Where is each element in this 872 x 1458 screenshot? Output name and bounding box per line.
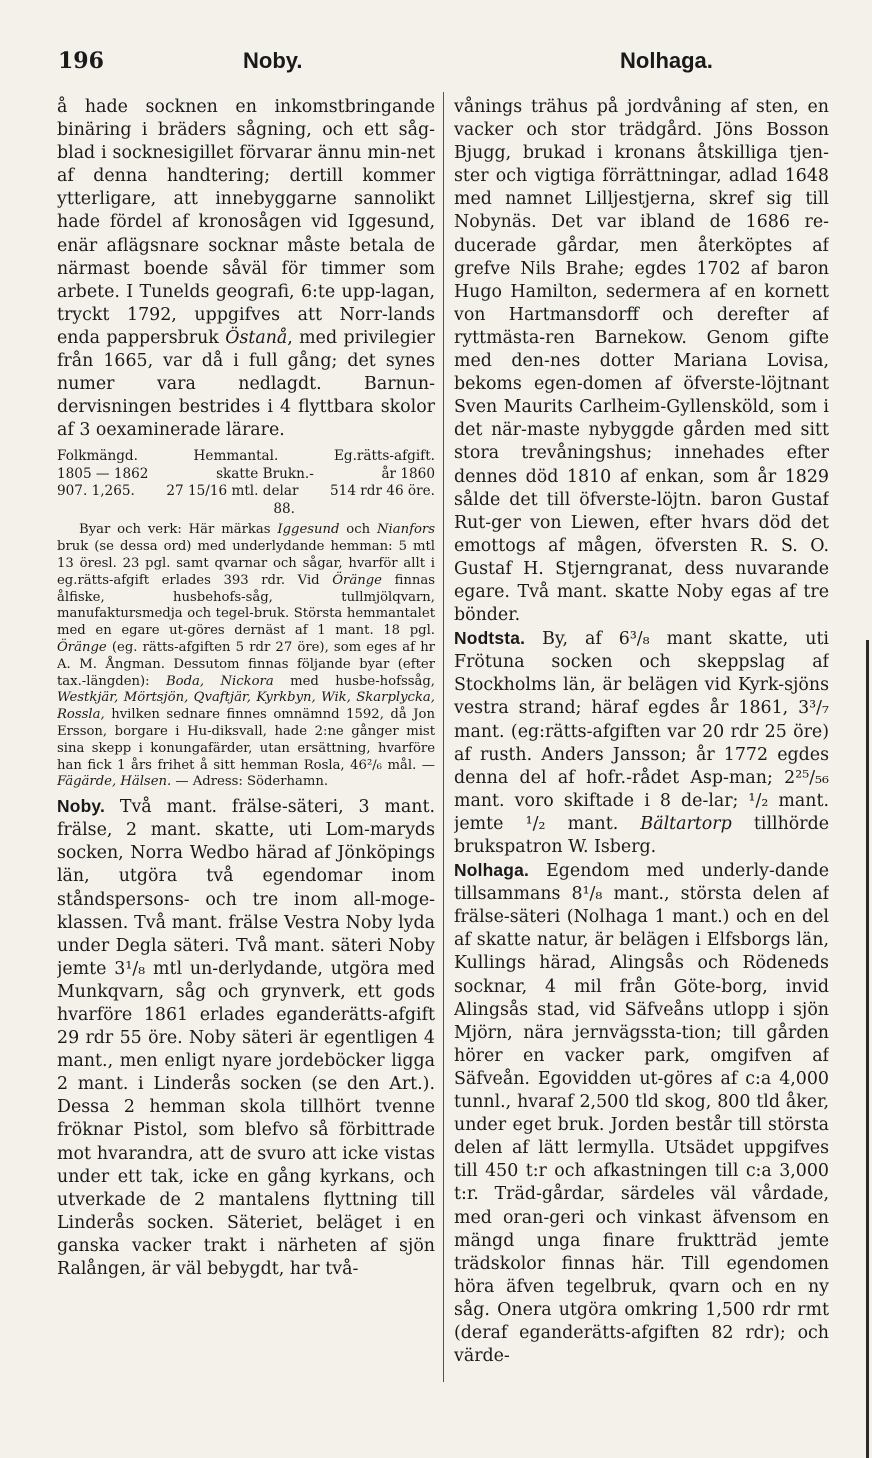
right-column [454, 96, 829, 1441]
right-running-head: Nolhaga. [620, 48, 713, 73]
nolhaga-entry: Nolhaga. Egendom med underly-dande tillsammans 8¹/₈ mant., största delen af frälse-säteri (Nolhaga 1 mant.) och en del af skatte natur, är belägen i Elfsborgs län, Kullings härad, Alingsås och Rödeneds socknar, 4 mil från Göte-borg, invid Alingsås stad, vid Säfveåns utlopp i sjön Mjörn, nära jernvägssta-tion; till gården hörer en vacker park, omgifven af Säfveån. Egovidden ut-göres af c:a 4,000 tunnl., hvaraf 2,500 tld skog, 800 tld åker, under eget bruk. Jorden består till största delen af lätt lermylla. Utsädet uppgifves till 450 t:r och afkastningen till c:a 3,000 t:r. Träd-gårdar, särdeles väl vårdade, med oran-geri och vinkast äfvensom en mängd unga finare fruktträd jemte trädskolor finnas här. Till egendomen höra äfven tegelbruk, qvarn och en ny såg. Onera utgöra omkring 1,500 rdr rmt (deraf eganderätts-afgiften 82 rdr); och värde- [454, 860, 829, 1367]
page-number: 196 [58, 48, 104, 74]
noby-continued-paragraph: vånings trähus på jordvåning af sten, en vacker och stor trädgård. Jöns Bosson Bjugg, brukad i kronans åtskilliga tjen-ster och vigtiga förrättningar, adlad 1648 med namnet Lilljestjerna, skref sig till Nobynäs. Det var ibland de 1686 re-ducerade gårdar, men återköptes af grefve Nils Brahe; egdes 1702 af baron Hugo Hamilton, sedermera af en kornett von Hartmansdorff och derefter af ryttmästa-ren Barnekow. Genom gifte med den-nes dotter Mariana Lovisa, bekoms egen-domen af öfverste-löjtnant Sven Maurits Carlheim-Gyllensköld, som i det när-maste nybyggde gården med sitt stora trevåningshus; innehades efter dennes död 1810 af enkan, som år 1829 sålde det till öfverste-löjtn. baron Gustaf Rut-ger von Liewen, efter hvars död det emottogs af mågen, öfversten R. S. O. Gustaf H. Stjerngranat, dess nuvarande egare. Två mant. skatte Noby egas af tre bönder. [454, 97, 829, 626]
page-edge-line [866, 640, 869, 1458]
left-running-head: Noby. [243, 48, 303, 73]
entry-title-noby: Noby. [57, 796, 106, 817]
left-column [57, 96, 435, 1441]
entry-title-nolhaga: Nolhaga. [454, 860, 530, 881]
villages-paragraph: Byar och verk: Här märkas Iggesund och Nianfors bruk (se dessa ord) med underlydande hemman: 5 mtl 13 öresl. 23 pgl. samt qvarnar och sågar, hvarför allt i eg.rätts-afgift erlades 393 rdr. Vid Öränge finnas ålfiske, husbehofs-såg, tullmjölqvarn, manufaktursmedja och tegel-bruk. Största hemmantalet med en egare ut-göres dernäst af 1 mant. 18 pgl. Öränge (eg. rätts-afgiften 5 rdr 27 öre), som eges af hr A. M. Ångman. Dessutom finnas följande byar (efter tax.-längden): Boda, Nickora med husbe-hofssåg, Westkjär, Mörtsjön, Qvaftjär, Kyrkbyn, Wik, Skarplycka, Rossla, hvilken sednare finnes omnämnd 1592, då Jon Ersson, borgare i Hu-diksvall, hade 2:ne gånger mist sina skepp i konungafärder, utan ersättning, hvarföre han fick 1 års frihet å sitt hemman Rosla, 46²/₆ mål. — Fägärde, Hälsen. — Adress: Söderhamn. [57, 522, 435, 790]
statistics-table [57, 448, 435, 518]
intro-paragraph: å hade socknen en inkomstbringande binäring i bräders sågning, och ett såg-blad i socknesigillet förvarar ännu min-net af denna handtering; dertill kommer ytterligare, att innebyggarne sannolikt hade fördel af kronosågen vid Iggesund, enär aflägsnare socknar måste betala de närmast boende såväl för timmer som arbete. I Tunelds geografi, 6:te upp-lagan, tryckt 1792, uppgifves att Norr-lands enda pappersbruk Östanå, med privilegier från 1665, var då i full gång; det synes numer vara nedlagdt. Barnun-dervisningen bestrides i 4 flyttbara skolor af 3 oexaminerade lärare. [57, 97, 435, 441]
nodtsta-entry: Nodtsta. By, af 6³/₈ mant skatte, uti Frötuna socken och skeppslag af Stockholms län, är belägen vid Kyrk-sjöns vestra strand; häraf egdes år 1861, 3³/₇ mant. (eg:rätts-afgiften var 20 rdr 25 öre) af rusth. Anders Jansson; år 1772 egdes denna del af hofr.-rådet Asp-man; 2²⁵/₅₆ mant. voro skiftade i 8 de-lar; ¹/₂ mant. jemte ¹/₂ mant. Bältartorp tillhörde brukspatron W. Isberg. [454, 628, 829, 857]
stats-row: 907. 1,265. 27 15/16 mtl. delar 514 rdr 46 öre. [57, 483, 435, 500]
stats-row: 88. [273, 500, 295, 517]
page-header [0, 0, 872, 90]
noby-entry: Noby. Två mant. frälse-säteri, 3 mant. frälse, 2 mant. skatte, uti Lom-maryds socken, Norra Wedbo härad af Jönköpings län, utgöra två egendomar inom ståndspersons- och tre inom all-moge-klassen. Två mant. frälse Vestra Noby lyda under Degla säteri. Två mant. säteri Noby jemte 3¹/₈ mtl un-derlydande, utgöra med Munkqvarn, såg och grynverk, ett gods hvarföre 1861 erlades eganderätts-afgift 29 rdr 55 öre. Noby säteri är egentligen 4 mant., men enligt nyare jordeböcker ligga 2 mant. i Linderås socken (se den Art.). Dessa 2 hemman skola tillhört tvenne fröknar Pistol, som blefvo så förbittrade mot hvarandra, att de svuro att icke vistas under ett tak, icke en gång kyrkans, och utverkade de 2 mantalens flyttning till Linderås socken. Säteriet, beläget i en ganska vacker trakt i närheten af sjön Ralången, är väl bebygdt, har två- [57, 796, 435, 1280]
stats-header-row: Folkmängd. Hemmantal. Eg.rätts-afgift. [57, 448, 435, 465]
entry-title-nodtsta: Nodtsta. [454, 628, 526, 649]
stats-row: 1805 — 1862 skatte Brukn.- år 1860 [57, 465, 435, 482]
column-divider [443, 92, 444, 1382]
